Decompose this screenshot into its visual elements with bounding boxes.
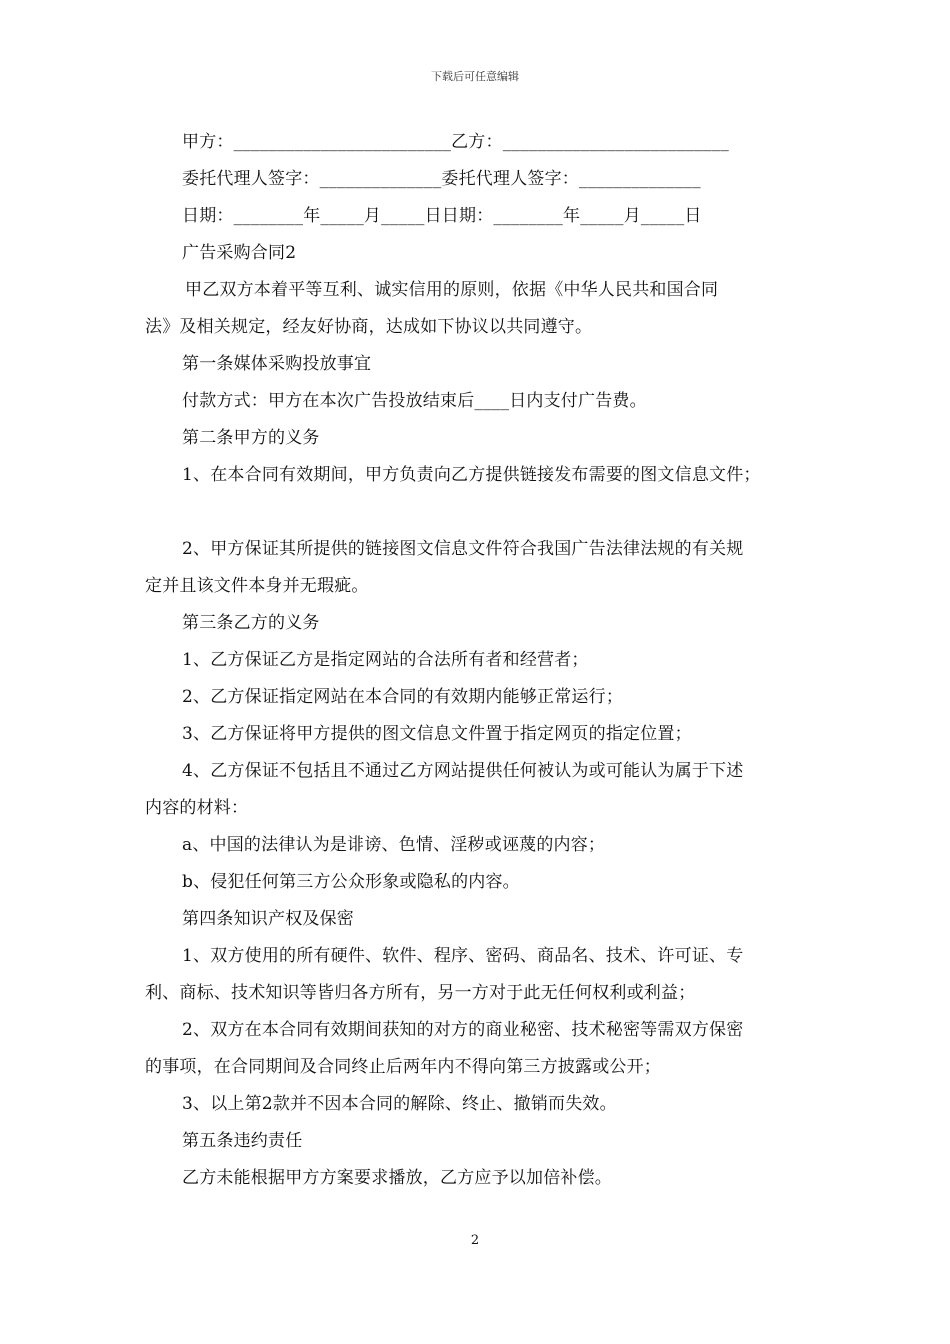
document-body — [145, 124, 815, 1197]
article-5-heading: 第五条违约责任 — [182, 1131, 303, 1151]
blank-line — [145, 494, 815, 531]
article-4-clause-1-line-1: 1、双方使用的所有硬件、软件、程序、密码、商品名、技术、许可证、专 — [182, 946, 744, 966]
article-4-clause-2-line-1: 2、双方在本合同有效期间获知的对方的商业秘密、技术秘密等需双方保密 — [182, 1020, 744, 1040]
article-3-item-a: a、中国的法律认为是诽谤、色情、淫秽或诬蔑的内容； — [182, 835, 606, 855]
article-2-clause-1: 1、在本合同有效期间，甲方负责向乙方提供链接发布需要的图文信息文件； — [182, 465, 761, 485]
article-4-clause-1-line-2: 利、商标、技术知识等皆归各方所有，另一方对于此无任何权利或利益； — [145, 983, 696, 1003]
article-5-clause: 乙方未能根据甲方方案要求播放，乙方应予以加倍补偿。 — [182, 1168, 612, 1188]
page-header-note: 下载后可任意编辑 — [431, 70, 519, 83]
article-3-heading: 第三条乙方的义务 — [182, 613, 320, 633]
article-3-item-b: b、侵犯任何第三方公众形象或隐私的内容。 — [182, 872, 520, 892]
article-3-clause-4-line-1: 4、乙方保证不包括且不通过乙方网站提供任何被认为或可能认为属于下述 — [182, 761, 744, 781]
article-2-clause-2-line-2: 定并且该文件本身并无瑕疵。 — [145, 576, 369, 596]
article-2-heading: 第二条甲方的义务 — [182, 428, 320, 448]
article-3-clause-2: 2、乙方保证指定网站在本合同的有效期内能够正常运行； — [182, 687, 624, 707]
page-number: 2 — [470, 1233, 480, 1248]
article-1-heading: 第一条媒体采购投放事宜 — [182, 354, 372, 374]
preamble-line-2: 法》及相关规定，经友好协商，达成如下协议以共同遵守。 — [145, 317, 593, 337]
article-2-clause-2-line-1: 2、甲方保证其所提供的链接图文信息文件符合我国广告法律法规的有关规 — [182, 539, 744, 559]
article-3-clause-1: 1、乙方保证乙方是指定网站的合法所有者和经营者； — [182, 650, 589, 670]
article-4-heading: 第四条知识产权及保密 — [182, 909, 354, 929]
agent-signature-line: 委托代理人签字：______________委托代理人签字：______________ — [182, 169, 701, 189]
party-signature-line: 甲方：_________________________乙方：__________________________ — [182, 132, 729, 152]
contract-title: 广告采购合同2 — [182, 243, 297, 263]
article-3-clause-4-line-2: 内容的材料： — [145, 798, 249, 818]
article-3-clause-3: 3、乙方保证将甲方提供的图文信息文件置于指定网页的指定位置； — [182, 724, 692, 744]
date-line: 日期：________年_____月_____日日期：________年_____月_____日 — [182, 206, 702, 226]
payment-terms: 付款方式：甲方在本次广告投放结束后____日内支付广告费。 — [182, 391, 647, 411]
article-4-clause-2-line-2: 的事项，在合同期间及合同终止后两年内不得向第三方披露或公开； — [145, 1057, 661, 1077]
preamble-line-1: 甲乙双方本着平等互利、诚实信用的原则，依据《中华人民共和国合同 — [185, 280, 719, 300]
article-4-clause-3: 3、以上第2款并不因本合同的解除、终止、撤销而失效。 — [182, 1094, 617, 1114]
